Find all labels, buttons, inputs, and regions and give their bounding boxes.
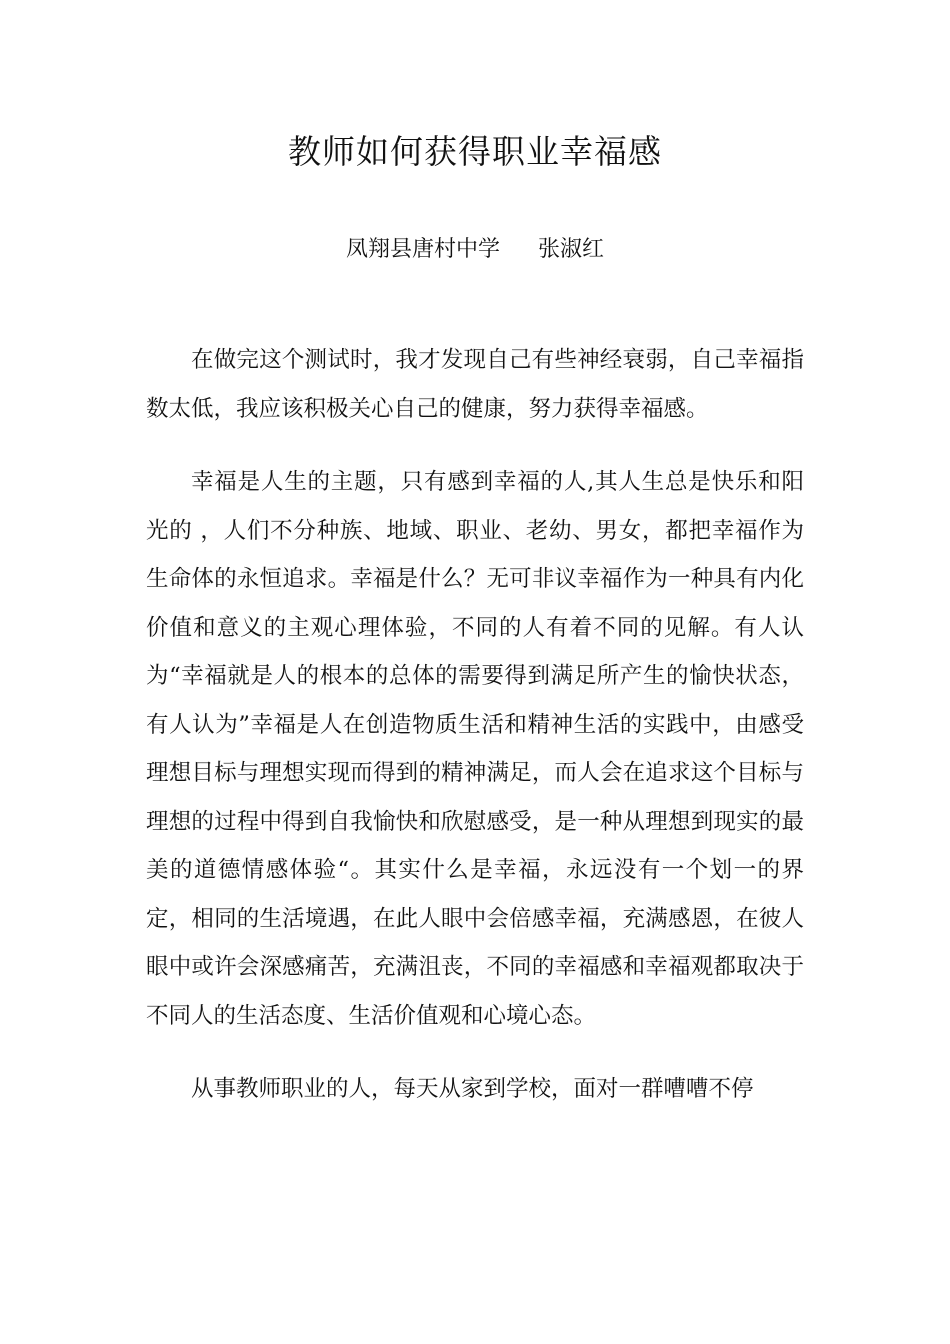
paragraph-2: 幸福是人生的主题，只有感到幸福的人,其人生总是快乐和阳光的 ，人们不分种族、地域、职业、老幼、男女，都把幸福作为生命体的永恒追求。幸福是什么？无可非议幸福作为一种具有内化价值和意义的主观心理体验，不同的人有着不同的见解。有人认为“幸福就是人的根本的总体的需要得到满足所产生的愉快状态，有人认为”幸福是人在创造物质生活和精神生活的实践中，由感受理想目标与理想实现而得到的精神满足，而人会在追求这个目标与理想的过程中得到自我愉快和欣慰感受，是一种从理想到现实的最美的道德情感体验“。其实什么是幸福，永远没有一个划一的界定，相同的生活境遇，在此人眼中会倍感幸福，充满感恩，在彼人眼中或许会深感痛苦，充满沮丧，不同的幸福感和幸福观都取决于不同人的生活态度、生活价值观和心境心态。: [146, 469, 804, 1029]
byline-author: 张淑红: [538, 237, 605, 262]
byline-school: 凤翔县唐村中学: [345, 237, 500, 262]
document-title: 教师如何获得职业幸福感: [288, 132, 662, 171]
byline: [0, 232, 950, 268]
paragraph-3: 从事教师职业的人，每天从家到学校，面对一群嘈嘈不停: [191, 1076, 754, 1102]
paragraph-1: 在做完这个测试时，我才发现自己有些神经衰弱，自己幸福指数太低，我应该积极关心自己的健康，努力获得幸福感。: [146, 347, 804, 422]
document-body: [146, 336, 804, 1139]
